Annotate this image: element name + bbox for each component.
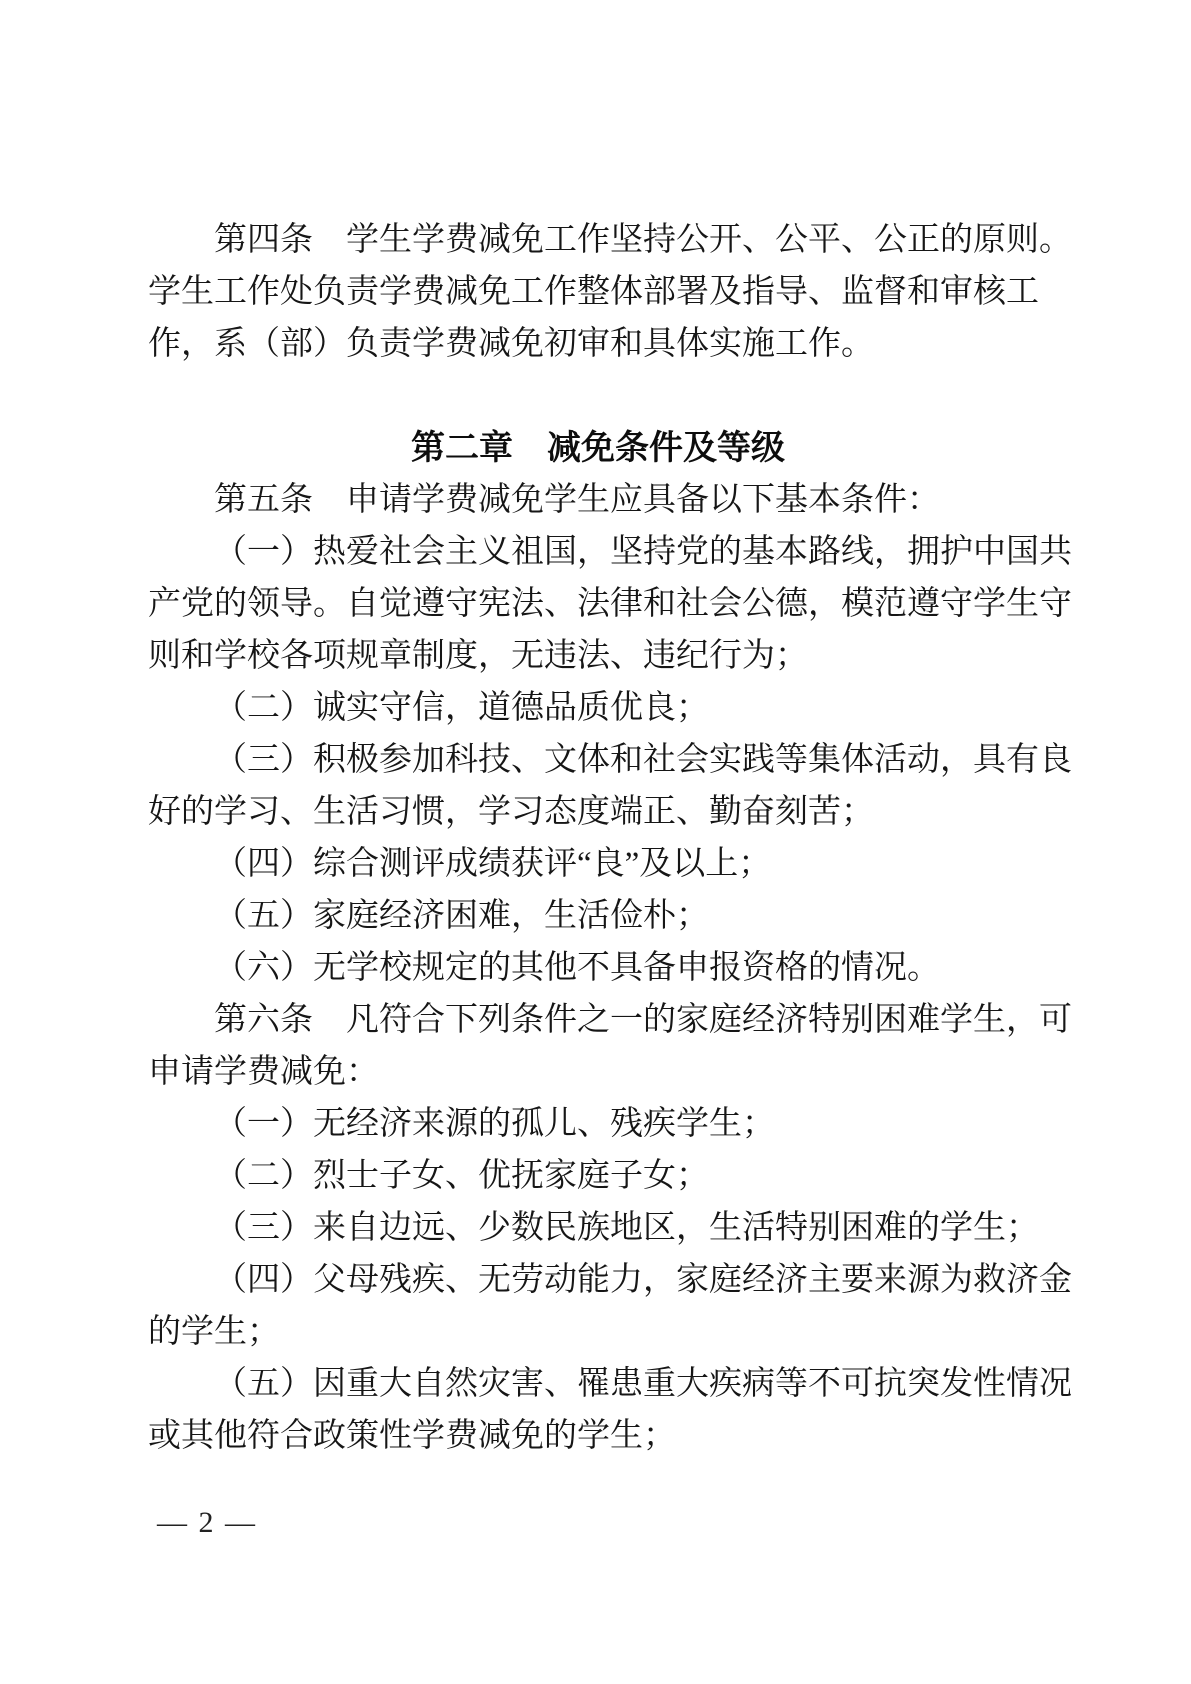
text-line: （二）诚实守信，道德品质优良； xyxy=(214,690,709,726)
text-line: （四）父母残疾、无劳动能力，家庭经济主要来源为救济金 xyxy=(214,1262,1072,1298)
text-line: 第四条 学生学费减免工作坚持公开、公平、公正的原则。 xyxy=(214,222,1072,258)
paragraph-article-5-item-3 xyxy=(148,734,1072,838)
paragraph-article-6-item-4 xyxy=(148,1254,1072,1358)
text-line: （六）无学校规定的其他不具备申报资格的情况。 xyxy=(214,950,940,986)
text-line: 或其他符合政策性学费减免的学生； xyxy=(148,1418,676,1454)
paragraph-article-5-item-5 xyxy=(148,890,1048,942)
text-line: 申请学费减免： xyxy=(148,1054,379,1090)
paragraph-article-4 xyxy=(148,214,1072,370)
paragraph-article-6-item-2 xyxy=(148,1150,1048,1202)
text-line: （三）积极参加科技、文体和社会实践等集体活动，具有良 xyxy=(214,742,1072,778)
document-body xyxy=(148,214,1072,1462)
paragraph-article-6 xyxy=(148,994,1072,1098)
paragraph-article-5-item-4 xyxy=(148,838,1048,890)
text-line: （二）烈士子女、优抚家庭子女； xyxy=(214,1158,709,1194)
paragraph-article-5-item-2 xyxy=(148,682,1048,734)
paragraph-article-5-item-1 xyxy=(148,526,1072,682)
text-line: 第五条 申请学费减免学生应具备以下基本条件： xyxy=(214,482,940,518)
text-line: 好的学习、生活习惯，学习态度端正、勤奋刻苦； xyxy=(148,794,874,830)
text-line: 的学生； xyxy=(148,1314,280,1350)
paragraph-article-6-item-5 xyxy=(148,1358,1072,1462)
text-line: 作，系（部）负责学费减免初审和具体实施工作。 xyxy=(148,326,874,362)
text-line: 学生工作处负责学费减免工作整体部署及指导、监督和审核工 xyxy=(148,274,1039,310)
text-line: （五）家庭经济困难，生活俭朴； xyxy=(214,898,709,934)
paragraph-article-6-item-3 xyxy=(148,1202,1048,1254)
paragraph-article-5 xyxy=(148,474,1048,526)
text-line: （三）来自边远、少数民族地区，生活特别困难的学生； xyxy=(214,1210,1039,1246)
text-line: （一）无经济来源的孤儿、残疾学生； xyxy=(214,1106,775,1142)
text-line: 第六条 凡符合下列条件之一的家庭经济特别困难学生，可 xyxy=(214,1002,1072,1038)
paragraph-article-5-item-6 xyxy=(148,942,1048,994)
paragraph-article-6-item-1 xyxy=(148,1098,1048,1150)
text-line: 产党的领导。自觉遵守宪法、法律和社会公德，模范遵守学生守 xyxy=(148,586,1072,622)
chapter-2-heading: 第二章 减免条件及等级 xyxy=(411,429,785,467)
page-number: — 2 — xyxy=(157,1506,257,1539)
text-line: 则和学校各项规章制度，无违法、违纪行为； xyxy=(148,638,808,674)
text-line: （一）热爱社会主义祖国，坚持党的基本路线，拥护中国共 xyxy=(214,534,1072,570)
text-line: （四）综合测评成绩获评“良”及以上； xyxy=(214,846,772,882)
text-line: （五）因重大自然灾害、罹患重大疾病等不可抗突发性情况 xyxy=(214,1366,1072,1402)
